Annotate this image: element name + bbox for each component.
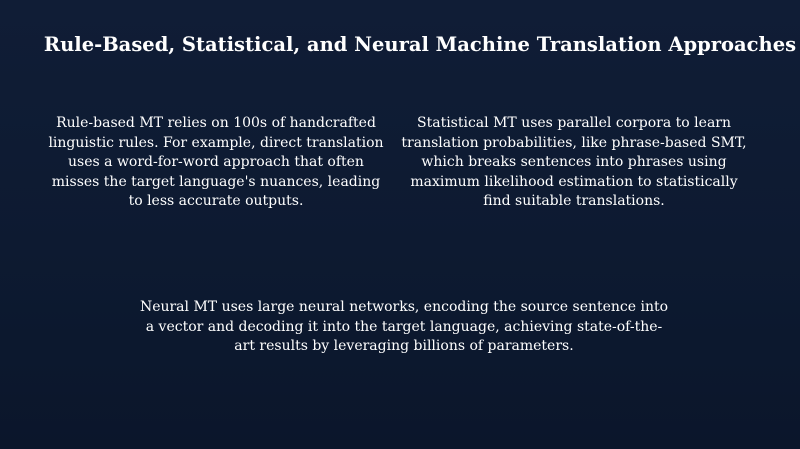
statistical-mt-text: Statistical MT uses parallel corpora to learn translation probabilities, like phrase-based SMT, which breaks sentences into phrases using maximum likelihood estimation to statistically find suitable translations. (401, 115, 747, 209)
rule-based-mt-text: Rule-based MT relies on 100s of handcrafted linguistic rules. For example, direct translation uses a word-for-word approach that often misses the target language's nuances, leading to less accurate outputs. (48, 115, 384, 209)
slide-title: Rule-Based, Statistical, and Neural Machine Translation Approaches (43, 33, 797, 56)
neural-mt-text: Neural MT uses large neural networks, encoding the source sentence into a vector and decoding it into the target language, achieving state-of-the-art results by leveraging billions of parameters. (139, 299, 669, 354)
